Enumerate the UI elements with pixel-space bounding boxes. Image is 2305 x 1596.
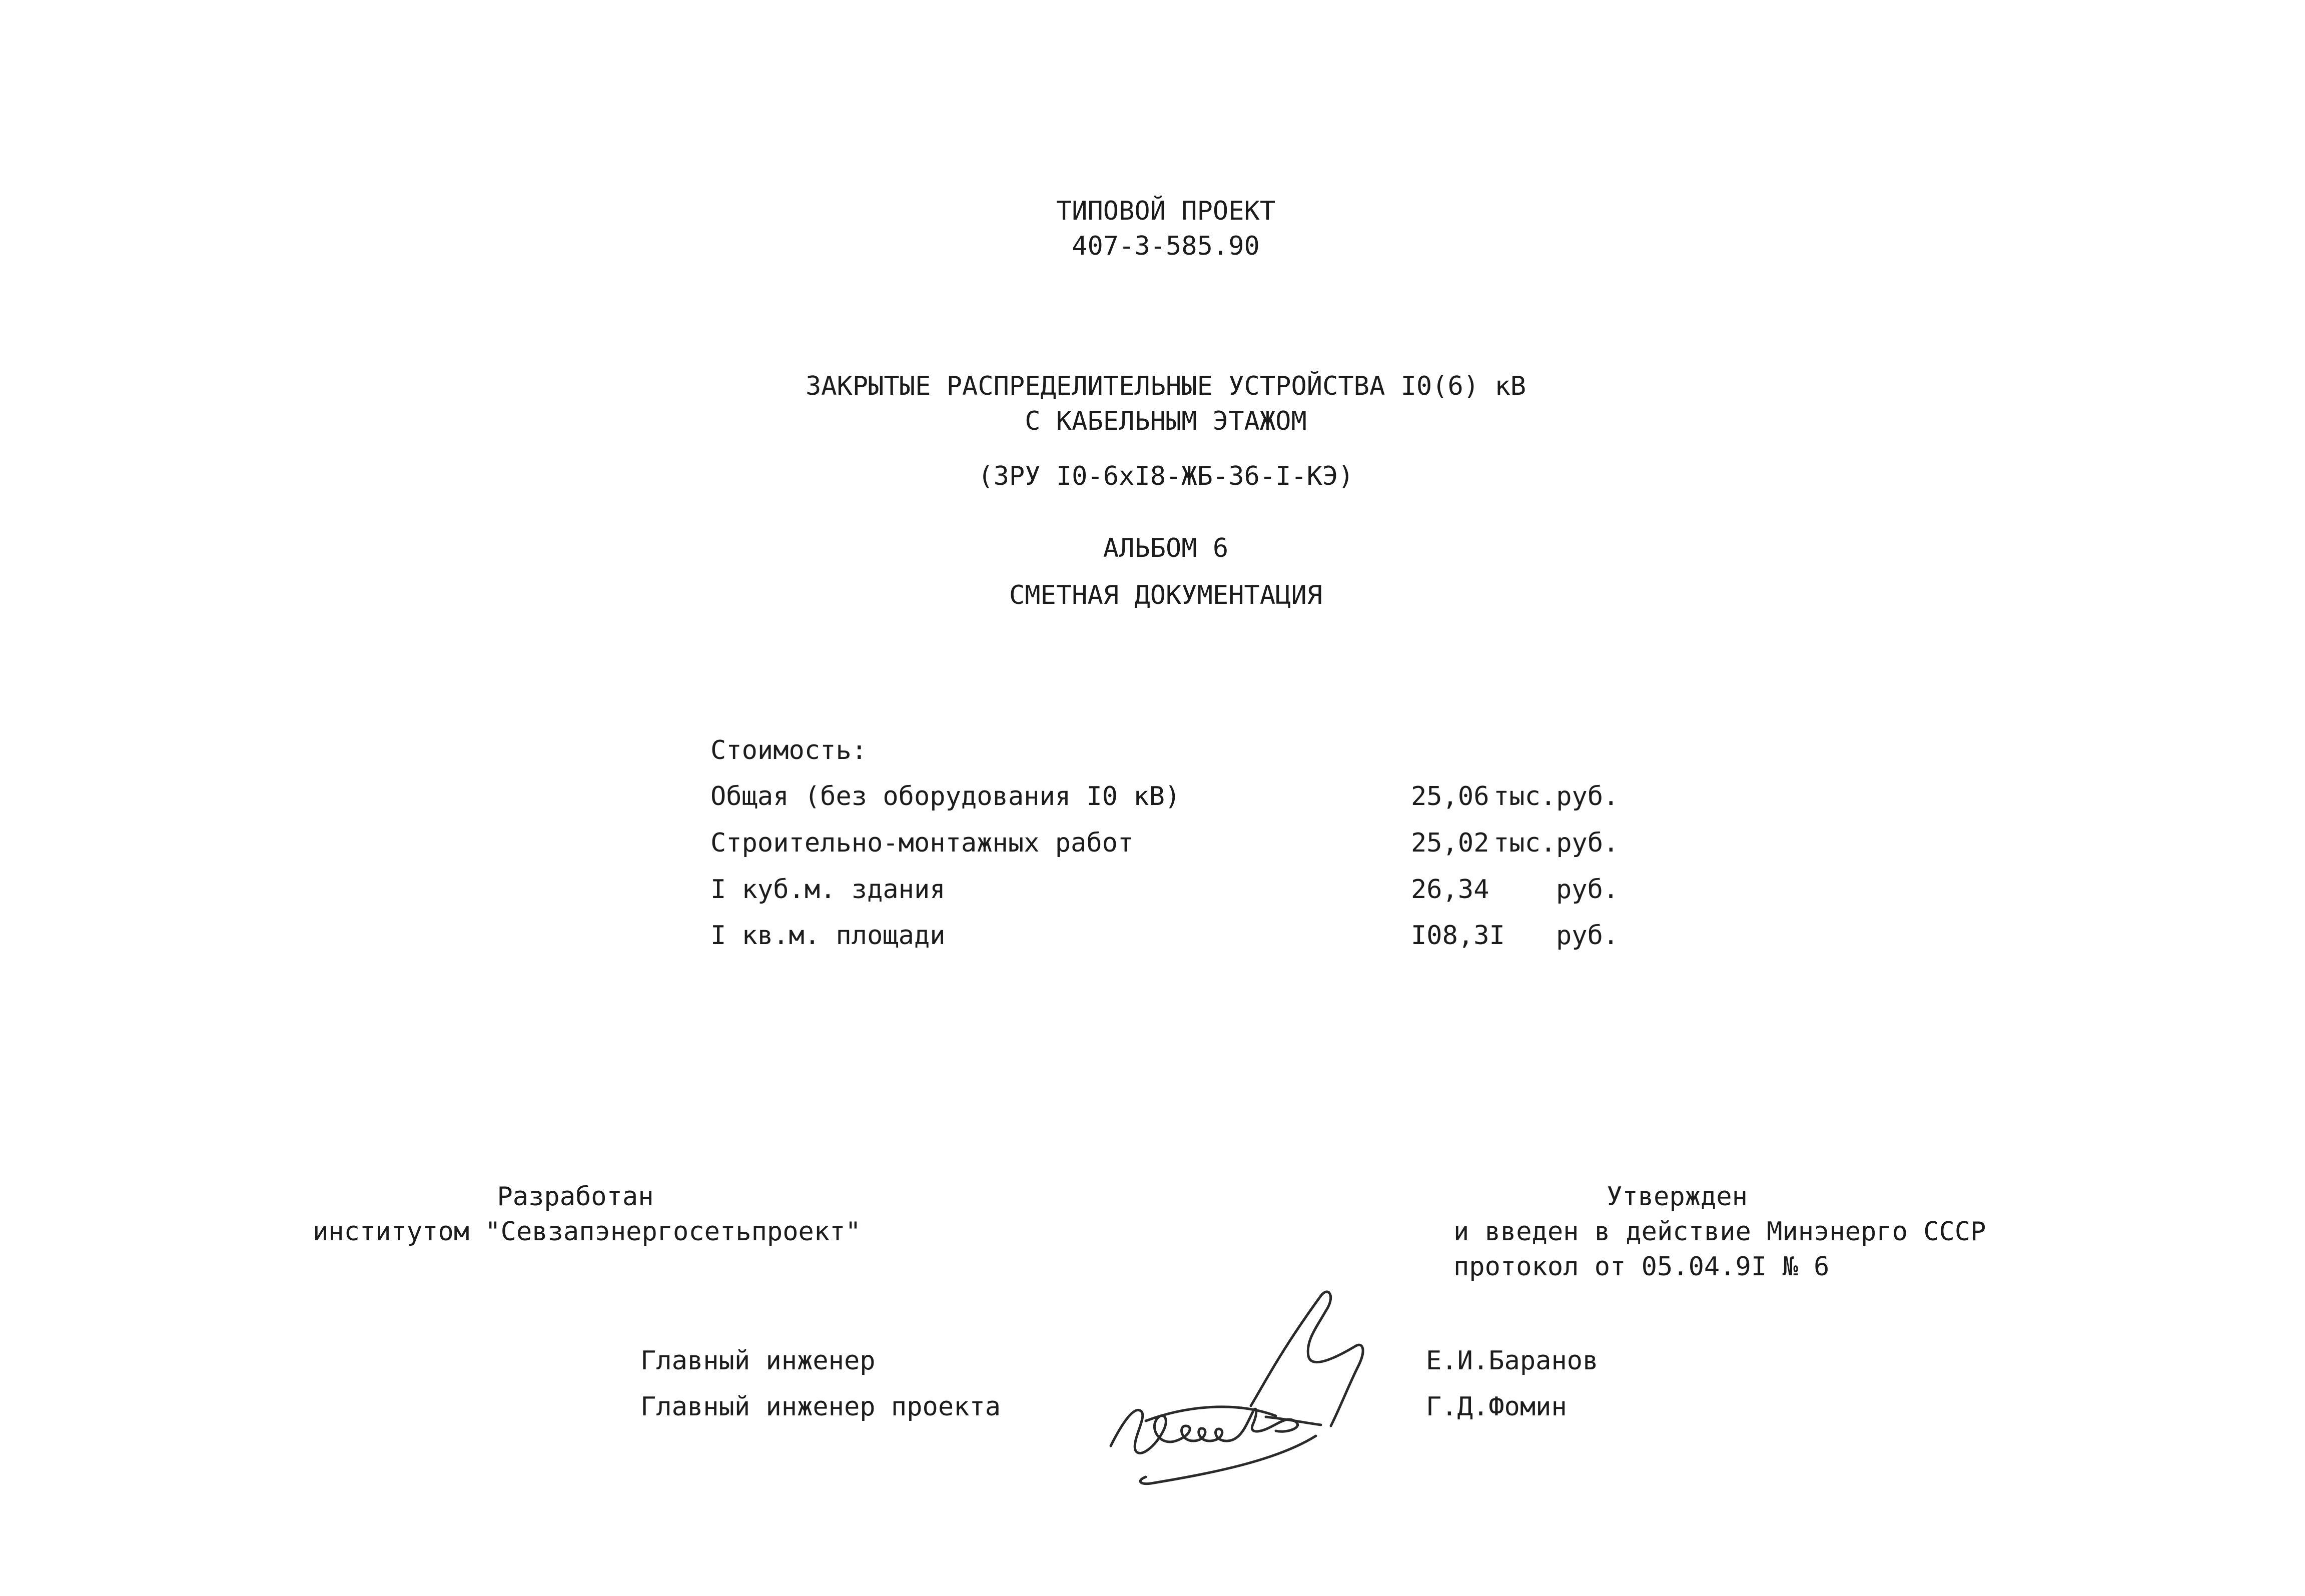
cost-label: Строительно-монтажных работ: [710, 828, 1134, 858]
title-line-1: ЗАКРЫТЫЕ РАСПРЕДЕЛИТЕЛЬНЫЕ УСТРОЙСТВА I0(6) кВ: [805, 371, 1526, 401]
cost-label: I кв.м. площади: [710, 921, 946, 951]
developer-label: Разработан: [497, 1182, 654, 1212]
signatory-name: Г.Д.Фомин: [1426, 1392, 1567, 1422]
cost-label: I куб.м. здания: [710, 875, 946, 905]
cost-heading: Стоимость:: [710, 735, 868, 765]
cost-unit: руб.: [1556, 921, 1619, 951]
title-line-2: С КАБЕЛЬНЫМ ЭТАЖОМ: [1025, 406, 1307, 436]
cost-value: 25,06: [1411, 781, 1489, 812]
signatory-name: Е.И.Баранов: [1426, 1346, 1599, 1376]
developer-institute: институтом "Севзапэнергосетьпроект": [313, 1217, 861, 1247]
cost-label: Общая (без оборудования I0 кВ): [710, 781, 1181, 812]
cost-unit: тыс.руб.: [1493, 781, 1619, 812]
approval-authority: и введен в действие Минэнерго СССР: [1453, 1217, 1986, 1247]
cost-value: 26,34: [1411, 875, 1489, 905]
album-number: АЛЬБОМ 6: [1103, 533, 1229, 563]
cost-unit: руб.: [1556, 875, 1619, 905]
cost-unit: тыс.руб.: [1493, 828, 1619, 858]
cost-value: 25,02: [1411, 828, 1489, 858]
project-type: ТИПОВОЙ ПРОЕКТ: [1056, 196, 1276, 226]
signatory-role: Главный инженер проекта: [640, 1392, 1001, 1422]
project-code: (ЗРУ I0-6хI8-ЖБ-36-I-КЭ): [978, 461, 1354, 491]
project-number: 407-3-585.90: [1072, 231, 1260, 261]
approval-protocol: протокол от 05.04.9I № 6: [1453, 1252, 1830, 1282]
signatory-role: Главный инженер: [640, 1346, 876, 1376]
handwritten-signature: [1086, 1281, 1386, 1491]
album-subject: СМЕТНАЯ ДОКУМЕНТАЦИЯ: [1009, 580, 1323, 610]
approval-label: Утвержден: [1607, 1182, 1748, 1212]
cost-value: I08,3I: [1411, 921, 1505, 951]
